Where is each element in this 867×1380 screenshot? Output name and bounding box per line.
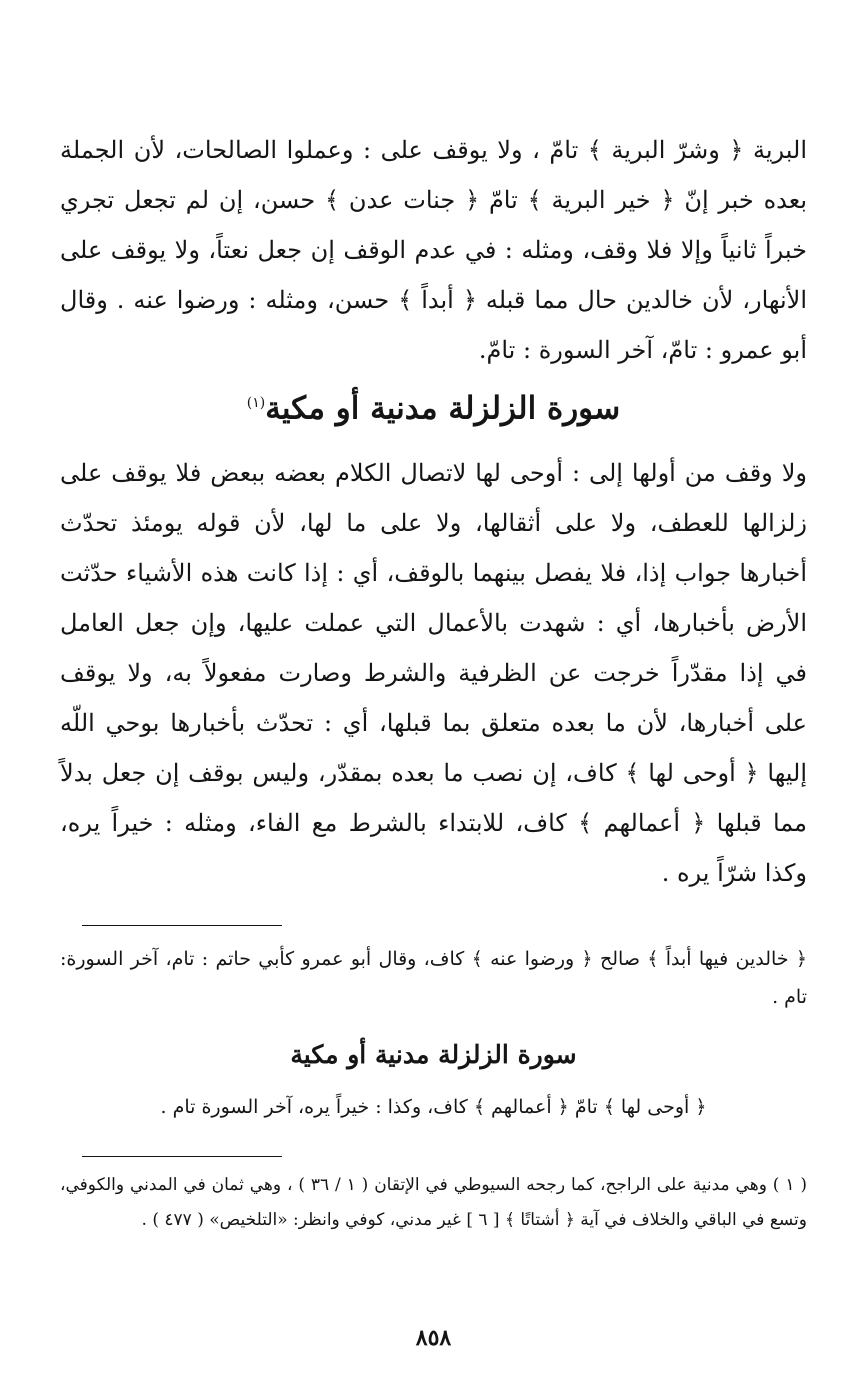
footnote: ( ١ ) وهي مدنية على الراجح، كما رجحه السيوطي في الإتقان ( ١ / ٣٦ ) ، وهي ثمان في المدني والكوفي، وتسع في الباقي والخلاف في آية ﴿ أشتاتًا ﴾ [ ٦ ] غير مدني، كوفي وانظر: «التلخيص» ( ٤٧٧ ) . xyxy=(60,1175,807,1230)
surah-heading-text: سورة الزلزلة مدنية أو مكية xyxy=(265,390,621,427)
note-paragraph: ﴿ خالدين فيها أبداً ﴾ صالح ﴿ ورضوا عنه ﴾ كاف، وقال أبو عمرو كأبي حاتم : تام، آخر السورة: تام . xyxy=(60,948,807,1008)
note-heading: سورة الزلزلة مدنية أو مكية xyxy=(290,1040,577,1069)
note-line: ﴿ أوحى لها ﴾ تامّ ﴿ أعمالهم ﴾ كاف، وكذا : خيراً يره، آخر السورة تام . xyxy=(160,1096,707,1118)
surah-heading xyxy=(0,378,867,433)
footnote-separator xyxy=(82,1156,282,1157)
footnote-marker: (١) xyxy=(246,395,266,411)
page-number: ٨٥٨ xyxy=(415,1325,452,1351)
intro-paragraph: البرية ﴿ وشرّ البرية ﴾ تامّ ، ولا يوقف على : وعملوا الصالحات، لأن الجملة بعده خبر إنّ ﴿ خير البرية ﴾ تامّ ﴿ جنات عدن ﴾ حسن، إن لم تجعل تجري خبراً ثانياً وإلا فلا وقف، ومثله : في عدم الوقف إن جعل نعتاً، ولا يوقف على الأنهار، لأن خالدين حال مما قبله ﴿ أبداً ﴾ حسن، ومثله : ورضوا عنه . وقال أبو عمرو : تامّ، آخر السورة : تامّ. xyxy=(60,136,807,364)
main-paragraph: ولا وقف من أولها إلى : أوحى لها لاتصال الكلام بعضه ببعض فلا يوقف على زلزالها للعطف، ولا على أثقالها، ولا على ما لها، لأن قوله يومئذ تحدّث أخبارها جواب إذا، فلا يفصل بينهما بالوقف، أي : إذا كانت هذه الأشياء حدّثت الأرض بأخبارها، أي : شهدت بالأعمال التي عملت عليها، وإن جعل العامل في إذا مقدّراً خرجت عن الظرفية والشرط وصارت مفعولاً به، ولا يوقف على أخبارها، لأن ما بعده متعلق بما قبلها، أي : تحدّث بأخبارها بوحي اللّه إليها ﴿ أوحى لها ﴾ كاف، إن نصب ما بعده بمقدّر، وليس بوقف إن جعل بدلاً مما قبلها ﴿ أعمالهم ﴾ كاف، للابتداء بالشرط مع الفاء، ومثله : خيراً يره، وكذا شرّاً يره . xyxy=(60,459,808,887)
note-separator xyxy=(82,925,282,926)
